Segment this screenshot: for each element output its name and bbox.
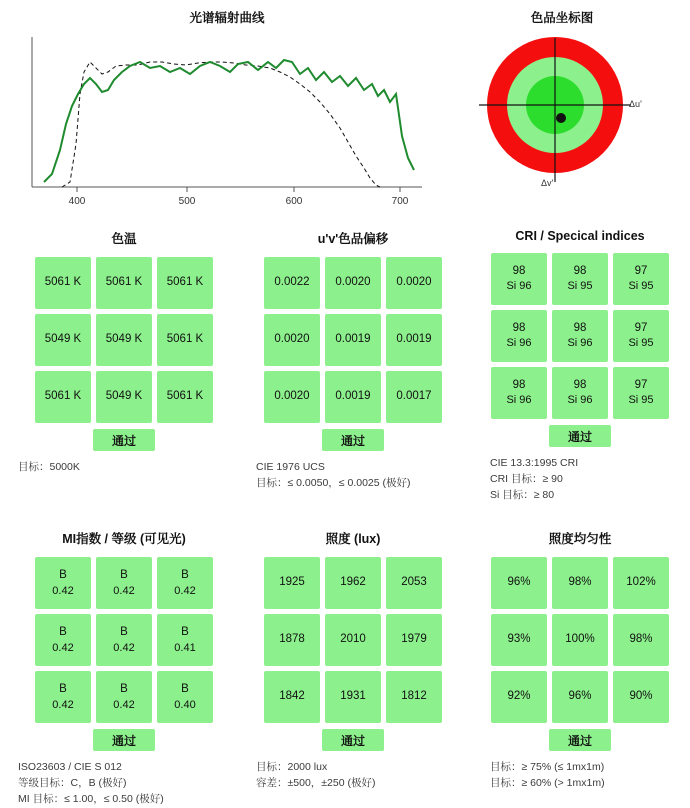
note-line: CRI 目标：≥ 90 (490, 472, 563, 485)
measurement-cell (264, 557, 320, 609)
cell-value: 0.0022 (274, 276, 310, 289)
cell-value: 1931 (340, 690, 366, 703)
cell-value: 5061 K (166, 390, 204, 403)
measurement-cell (613, 671, 669, 723)
chroma-svg (467, 32, 657, 192)
chroma-v-axis-label: Δv' (541, 178, 554, 188)
measurement-cell (386, 614, 442, 666)
block-notes (486, 760, 674, 792)
cell-value: 0.0020 (274, 333, 310, 346)
cell-value: B (120, 569, 128, 582)
measurement-cell (613, 367, 669, 419)
cell-value: B (181, 626, 189, 639)
cell-value: 0.0019 (335, 333, 371, 346)
note-line: 目标：≥ 60% (> 1mx1m) (490, 777, 605, 789)
cell-value: B (59, 626, 67, 639)
measurement-cell (157, 671, 213, 723)
note-line: Si 目标：≥ 80 (490, 488, 555, 501)
measurement-cell (386, 557, 442, 609)
measurement-cell (96, 314, 152, 366)
status-badge: 通过 (93, 429, 155, 451)
metric-block-illuminance (234, 529, 454, 807)
cell-value: B (181, 569, 189, 582)
cell-value: 5061 K (44, 390, 82, 403)
measurement-cell (613, 614, 669, 666)
metric-block-cri (454, 229, 674, 503)
cell-value: 97 (634, 378, 648, 391)
note-line: CIE 13.3:1995 CRI (490, 457, 579, 469)
measurement-cell (552, 367, 608, 419)
measurement-cell (491, 367, 547, 419)
metric-block-uniformity (454, 529, 674, 807)
cell-subvalue: 0.42 (174, 584, 196, 597)
cell-subvalue: 0.42 (52, 584, 74, 597)
cell-value: 92% (507, 690, 531, 703)
status-badge: 通过 (322, 429, 384, 451)
note-line: 目标：2000 lux (256, 761, 328, 774)
measurement-cell (264, 671, 320, 723)
block-title: 照度均匀性 (548, 532, 612, 547)
chroma-panel (448, 8, 676, 207)
measurement-cell (325, 371, 381, 423)
cell-grid (14, 257, 234, 423)
measurement-cell (386, 671, 442, 723)
status-badge: 通过 (549, 425, 611, 447)
metrics-row-1 (0, 229, 690, 503)
measurement-cell (96, 557, 152, 609)
spd-xtick-3: 700 (391, 196, 409, 207)
measurement-cell (157, 314, 213, 366)
measurement-cell (552, 557, 608, 609)
metrics-row-2 (0, 529, 690, 807)
note-line: ISO23603 / CIE S 012 (18, 761, 122, 774)
cell-grid (252, 557, 454, 723)
cell-subvalue: Si 96 (506, 394, 532, 407)
cell-value: 1925 (279, 576, 305, 589)
cell-value: B (59, 569, 67, 582)
cell-value: 5061 K (166, 333, 204, 346)
measurement-cell (491, 253, 547, 305)
note-line: 目标：≥ 75% (≤ 1mx1m) (490, 761, 605, 774)
cell-value: 5049 K (105, 333, 143, 346)
status-row (486, 425, 674, 447)
status-row (486, 729, 674, 751)
cell-value: 0.0019 (396, 333, 432, 346)
block-notes (486, 456, 674, 503)
measurement-cell (264, 314, 320, 366)
cell-subvalue: 0.42 (113, 698, 135, 711)
measurement-cell (35, 314, 91, 366)
cell-value: 0.0020 (274, 390, 310, 403)
cell-subvalue: Si 95 (567, 280, 593, 293)
block-title: 色温 (111, 232, 137, 246)
cell-value: 1812 (401, 690, 427, 703)
cell-value: 0.0019 (335, 390, 371, 403)
measurement-cell (325, 614, 381, 666)
spd-chart (22, 32, 432, 207)
measurement-cell (613, 310, 669, 362)
cell-value: 1842 (279, 690, 305, 703)
measurement-cell (35, 257, 91, 309)
cell-subvalue: 0.42 (52, 641, 74, 654)
cell-value: 1979 (401, 633, 427, 646)
cell-value: 0.0020 (335, 276, 371, 289)
cell-grid (486, 253, 674, 419)
cell-value: 5061 K (44, 276, 82, 289)
cell-value: 0.0017 (396, 390, 432, 403)
note-line: MI 目标：≤ 1.00，≤ 0.50 (极好) (18, 792, 164, 805)
measurement-cell (613, 253, 669, 305)
note-line: 目标：≤ 0.0050，≤ 0.0025 (极好) (256, 476, 411, 489)
block-notes (252, 760, 454, 792)
cell-value: 5049 K (44, 333, 82, 346)
cell-grid (14, 557, 234, 723)
cell-value: 2010 (340, 633, 366, 646)
cell-value: 5061 K (105, 276, 143, 289)
measurement-cell (264, 257, 320, 309)
metric-block-uv-shift (234, 229, 454, 503)
cell-value: 98% (629, 633, 653, 646)
block-title: MI指数 / 等级 (可见光) (62, 532, 186, 547)
spd-title: 光谱辐射曲线 (189, 11, 265, 25)
note-line: 目标：5000K (18, 461, 80, 473)
status-row (14, 729, 234, 751)
cell-subvalue: Si 96 (506, 337, 532, 350)
measurement-cell (386, 257, 442, 309)
cell-value: B (120, 626, 128, 639)
metric-block-mi (14, 529, 234, 807)
cell-value: 5049 K (105, 390, 143, 403)
measurement-cell (35, 371, 91, 423)
block-notes (14, 460, 234, 476)
cell-value: 1878 (279, 633, 305, 646)
measurement-cell (96, 371, 152, 423)
cell-value: 98 (573, 264, 587, 277)
cell-subvalue: Si 96 (506, 280, 532, 293)
cell-value: 93% (507, 633, 531, 646)
cell-value: 5061 K (166, 276, 204, 289)
measurement-cell (35, 671, 91, 723)
status-row (252, 429, 454, 451)
status-row (14, 429, 234, 451)
measurement-cell (325, 671, 381, 723)
measurement-cell (552, 671, 608, 723)
block-notes (14, 760, 234, 807)
cell-subvalue: Si 95 (628, 280, 654, 293)
cell-subvalue: 0.41 (174, 641, 196, 654)
measurement-cell (386, 371, 442, 423)
block-title: u'v'色品偏移 (317, 232, 389, 246)
cell-subvalue: Si 96 (567, 337, 593, 350)
block-notes (252, 460, 454, 492)
measurement-cell (157, 614, 213, 666)
measurement-cell (552, 253, 608, 305)
cell-value: 98 (512, 321, 526, 334)
cell-value: 97 (634, 264, 648, 277)
note-line: 容差：±500，±250 (极好) (256, 777, 376, 789)
cell-value: 98 (573, 321, 587, 334)
cell-value: 96% (568, 690, 592, 703)
cell-value: B (59, 683, 67, 696)
cell-value: 97 (634, 321, 648, 334)
cell-subvalue: 0.42 (113, 584, 135, 597)
block-title: 照度 (lux) (325, 532, 381, 547)
note-line: 等级目标：C，B (极好) (18, 777, 127, 789)
cell-subvalue: Si 95 (628, 394, 654, 407)
measurement-cell (613, 557, 669, 609)
status-badge: 通过 (549, 729, 611, 751)
cell-value: 1962 (340, 576, 366, 589)
measurement-cell (491, 671, 547, 723)
cell-value: 98 (573, 378, 587, 391)
note-line: CIE 1976 UCS (256, 461, 325, 473)
measurement-cell (552, 310, 608, 362)
measurement-cell (491, 557, 547, 609)
measurement-cell (96, 671, 152, 723)
chroma-title: 色品坐标图 (530, 11, 594, 25)
cell-grid (486, 557, 674, 723)
cell-grid (252, 257, 454, 423)
measurement-cell (325, 557, 381, 609)
cell-value: B (120, 683, 128, 696)
measurement-cell (325, 314, 381, 366)
measurement-cell (157, 257, 213, 309)
measurement-cell (96, 257, 152, 309)
cell-value: 96% (507, 576, 531, 589)
cell-value: 102% (626, 576, 656, 589)
chroma-diagram (467, 32, 657, 192)
spd-xtick-2: 600 (285, 196, 303, 207)
cell-value: 90% (629, 690, 653, 703)
cell-value: 100% (565, 633, 595, 646)
status-row (252, 729, 454, 751)
spd-chart-svg (22, 32, 432, 207)
cell-value: B (181, 683, 189, 696)
cell-subvalue: 0.42 (52, 698, 74, 711)
measurement-cell (264, 614, 320, 666)
cell-value: 2053 (401, 576, 427, 589)
cell-subvalue: Si 96 (567, 394, 593, 407)
top-charts-row (0, 0, 690, 207)
measurement-cell (264, 371, 320, 423)
spd-xtick-0: 400 (68, 196, 86, 207)
chroma-u-axis-label: Δu' (629, 99, 642, 109)
measurement-cell (325, 257, 381, 309)
spd-xtick-1: 500 (178, 196, 196, 207)
status-badge: 通过 (322, 729, 384, 751)
cell-value: 98 (512, 378, 526, 391)
measurement-cell (157, 371, 213, 423)
cell-value: 98 (512, 264, 526, 277)
spd-panel (14, 8, 440, 207)
measurement-cell (96, 614, 152, 666)
block-title: CRI / Specical indices (515, 229, 645, 243)
status-badge: 通过 (93, 729, 155, 751)
chroma-measurement-point (556, 113, 566, 123)
cell-value: 98% (568, 576, 592, 589)
cell-value: 0.0020 (396, 276, 432, 289)
measurement-cell (552, 614, 608, 666)
measurement-cell (35, 557, 91, 609)
measurement-cell (386, 314, 442, 366)
measurement-cell (491, 310, 547, 362)
cell-subvalue: 0.40 (174, 698, 196, 711)
metric-block-cct (14, 229, 234, 503)
measurement-cell (35, 614, 91, 666)
measurement-cell (491, 614, 547, 666)
cell-subvalue: Si 95 (628, 337, 654, 350)
cell-subvalue: 0.42 (113, 641, 135, 654)
measurement-cell (157, 557, 213, 609)
